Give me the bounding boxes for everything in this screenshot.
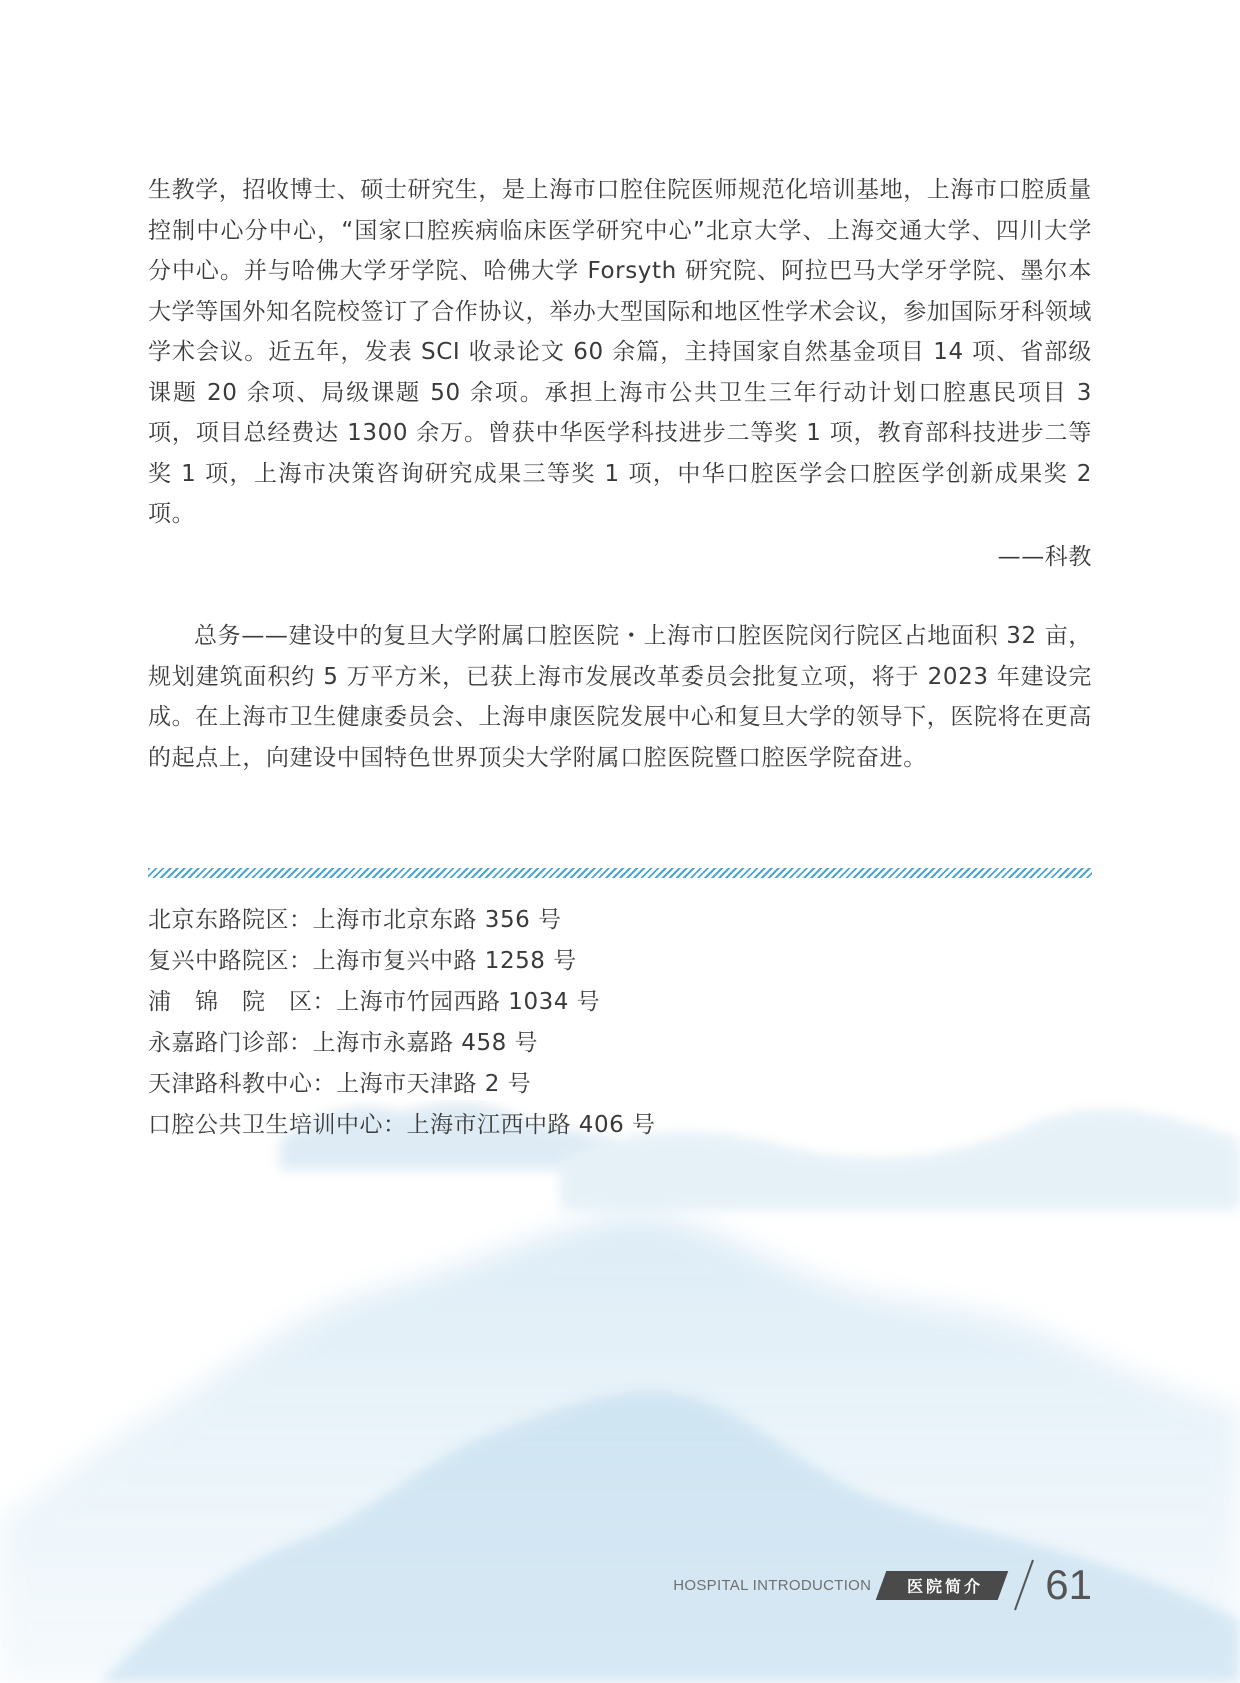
page-number: 61 <box>1045 1561 1092 1608</box>
general-affairs-paragraph: 总务——建设中的复旦大学附属口腔医院・上海市口腔医院闵行院区占地面积 32 亩，规划建筑面积约 5 万平方米，已获上海市发展改革委员会批复立项，将于 2023 年建设完成。在上海市卫生健康委员会、上海申康医院发展中心和复旦大学的领导下，医院将在更高的起点上，向建设中国特色世界顶尖大学附属口腔医院暨口腔医学院奋进。 <box>148 623 1092 771</box>
address-list <box>148 900 656 1146</box>
section-label-en: HOSPITAL INTRODUCTION <box>673 1576 872 1594</box>
slash-divider-icon <box>1011 1558 1037 1612</box>
main-text-block <box>148 170 1092 577</box>
address-tianjin-road: 天津路科教中心：上海市天津路 2 号 <box>148 1071 532 1097</box>
page-footer <box>673 1558 1092 1612</box>
address-fuxing-middle-road: 复兴中路院区：上海市复兴中路 1258 号 <box>148 948 577 974</box>
research-paragraph: 生教学，招收博士、硕士研究生，是上海市口腔住院医师规范化培训基地，上海市口腔质量控制中心分中心，“国家口腔疾病临床医学研究中心”北京大学、上海交通大学、四川大学分中心。并与哈佛大学牙学院、哈佛大学 Forsyth 研究院、阿拉巴马大学牙学院、墨尔本大学等国外知名院校签订了合作协议，举办大型国际和地区性学术会议，参加国际牙科领域学术会议。近五年，发表 SCI 收录论文 60 余篇，主持国家自然基金项目 14 项、省部级课题 20 余项、局级课题 50 余项。承担上海市公共卫生三年行动计划口腔惠民项目 3 项，项目总经费达 1300 余万。曾获中华医学科技进步二等奖 1 项，教育部科技进步二等奖 1 项，上海市决策咨询研究成果三等奖 1 项，中华口腔医学会口腔医学创新成果奖 2 项。 <box>148 177 1092 527</box>
section-label-cn: 医院简介 <box>907 1576 984 1596</box>
address-pujin: 浦 锦 院 区：上海市竹园西路 1034 号 <box>148 989 601 1015</box>
address-training-center: 口腔公共卫生培训中心：上海市江西中路 406 号 <box>148 1112 656 1138</box>
hatched-divider <box>148 868 1092 878</box>
address-beijing-east-road: 北京东路院区：上海市北京东路 356 号 <box>148 907 562 933</box>
section-badge <box>876 1571 1009 1600</box>
signature: ——科教 <box>997 543 1092 570</box>
address-yongjia-road: 永嘉路门诊部：上海市永嘉路 458 号 <box>148 1030 539 1056</box>
general-affairs-block <box>148 616 1092 778</box>
